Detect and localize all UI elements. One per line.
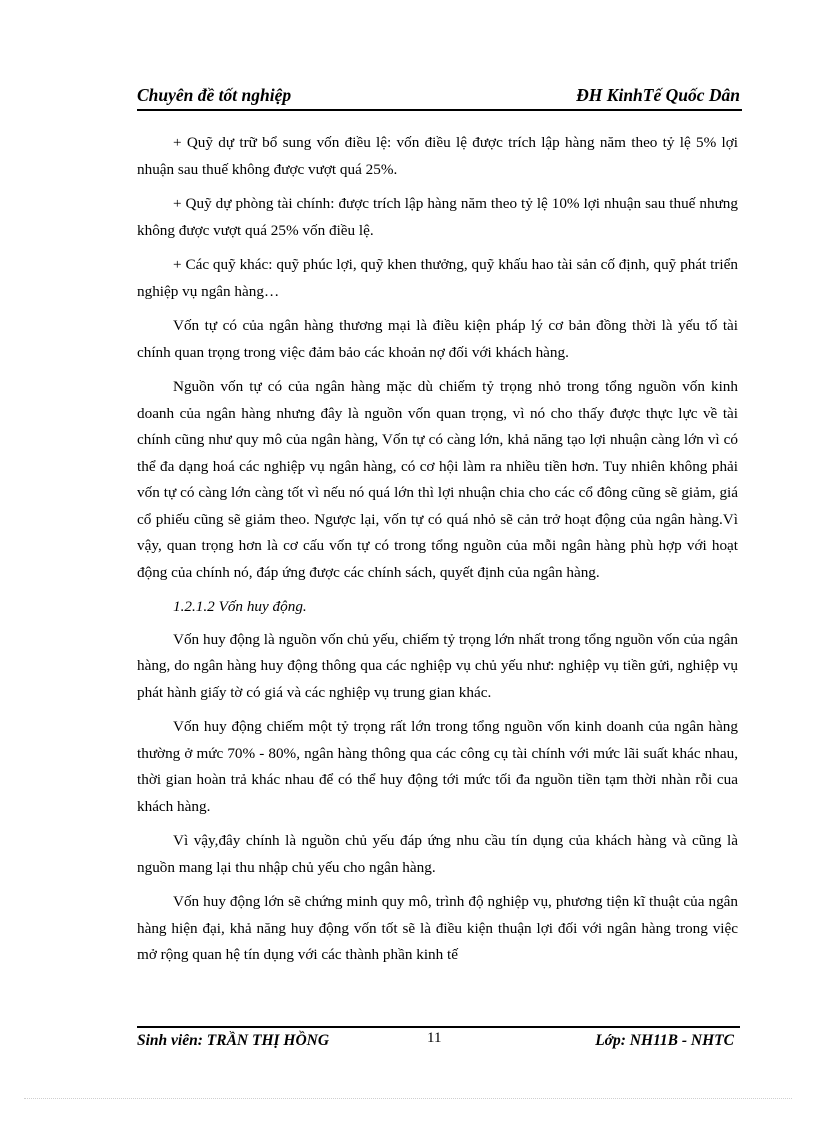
page-footer xyxy=(137,1026,740,1054)
paragraph-financial-reserve-fund: + Quỹ dự phòng tài chính: được trích lập hàng năm theo tỷ lệ 10% lợi nhuận sau thuế nhưng không được vượt quá 25% vốn điều lệ. xyxy=(137,195,738,239)
footer-class: Lớp: NH11B - NHTC xyxy=(595,1032,734,1049)
paragraph-mobilized-capital-role: Vì vậy,đây chính là nguồn chủ yếu đáp ứng nhu cầu tín dụng của khách hàng và cũng là nguồn mang lại thu nhập chủ yếu cho ngân hàng. xyxy=(137,832,738,876)
paragraph-mobilized-capital-definition: Vốn huy động là nguồn vốn chủ yếu, chiếm tỷ trọng lớn nhất trong tổng nguồn vốn của ngân hàng, do ngân hàng huy động thông qua các nghiệp vụ chủ yếu như: nghiệp vụ tiền gửi, nghiệp vụ phát hành giấy tờ có giá và các nghiệp vụ trung gian khác. xyxy=(137,630,738,701)
section-heading-mobilized-capital: 1.2.1.2 Vốn huy động. xyxy=(173,598,307,615)
paragraph-equity-legal-condition: Vốn tự có của ngân hàng thương mại là điều kiện pháp lý cơ bản đồng thời là yếu tố tài chính quan trọng trong việc đảm bảo các khoản nợ đối với khách hàng. xyxy=(137,317,738,361)
document-body xyxy=(137,130,738,977)
page-header xyxy=(137,83,742,111)
paragraph-mobilized-capital-scale: Vốn huy động lớn sẽ chứng minh quy mô, trình độ nghiệp vụ, phương tiện kĩ thuật của ngân hàng hiện đại, khả năng huy động vốn tốt sẽ là điều kiện thuận lợi đối với ngân hàng trong việc mở rộng quan hệ tín dụng với các thành phần kinh tế xyxy=(137,893,738,963)
paragraph-supplementary-reserve-fund: + Quỹ dự trữ bổ sung vốn điều lệ: vốn điều lệ được trích lập hàng năm theo tỷ lệ 5% lợi nhuận sau thuế không được vượt quá 25%. xyxy=(137,134,738,178)
header-university: ĐH KinhTế Quốc Dân xyxy=(576,85,740,105)
paragraph-equity-importance: Nguồn vốn tự có của ngân hàng mặc dù chiếm tỷ trọng nhỏ trong tổng nguồn vốn kinh doanh của ngân hàng nhưng đây là nguồn vốn quan trọng, vì nó cho thấy được thực lực về tài chính cũng như quy mô của ngân hàng, Vốn tự có càng lớn, khả năng tạo lợi nhuận càng lớn vì có thể đa dạng hoá các nghiệp vụ ngân hàng, có cơ hội làm ra nhiều tiền hơn. Tuy nhiên không phải vốn tự có càng lớn càng tốt vì nếu nó quá lớn thì lợi nhuận chia cho các cổ đông cũng sẽ giảm, giá cổ phiếu cũng sẽ giảm theo. Ngược lại, vốn tự có quá nhỏ sẽ cản trở hoạt động của ngân hàng.Vì vậy, quan trọng hơn là cơ cấu vốn tự có trong tổng nguồn của mỗi ngân hàng phù hợp với hoạt động của chính nó, đáp ứng được các chính sách, quyết định của ngân hàng. xyxy=(137,378,738,581)
page-bottom-dotted-line xyxy=(24,1098,792,1099)
header-thesis-title: Chuyên đề tốt nghiệp xyxy=(137,85,292,105)
paragraph-other-funds: + Các quỹ khác: quỹ phúc lợi, quỹ khen thưởng, quỹ khấu hao tài sản cố định, quỹ phát triển nghiệp vụ ngân hàng… xyxy=(137,256,738,300)
page-number: 11 xyxy=(427,1030,442,1046)
footer-student-name: Sinh viên: TRẦN THỊ HỒNG xyxy=(137,1032,330,1049)
paragraph-mobilized-capital-share: Vốn huy động chiếm một tỷ trọng rất lớn trong tổng nguồn vốn kinh doanh của ngân hàng thường ở mức 70% - 80%, ngân hàng thông qua các công cụ tài chính với mức lãi suất khác nhau, thời gian hoàn trả khác nhau để có thể huy động tới mức tối đa nguồn tiền tạm thời nhàn rỗi cua khách hàng. xyxy=(137,718,738,815)
